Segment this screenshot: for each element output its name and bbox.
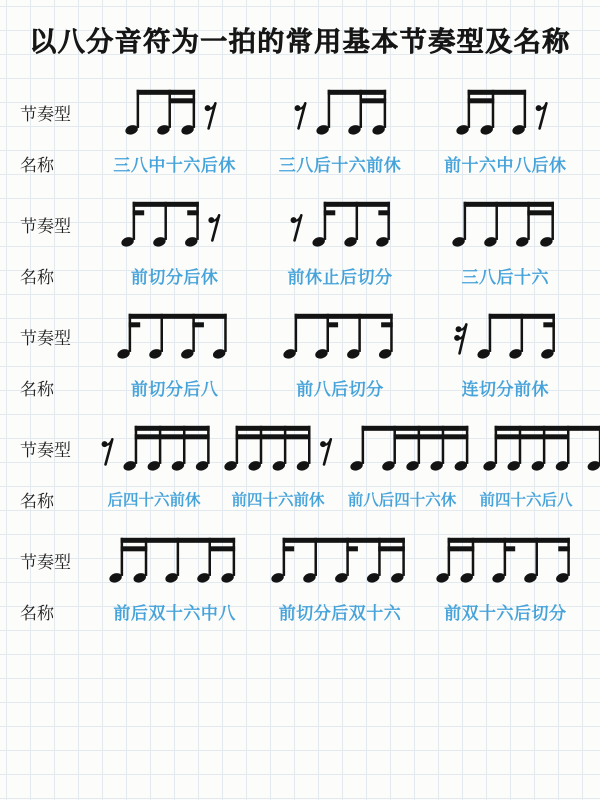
- rhythm-row-4: [0, 417, 600, 519]
- notation-r5c3: [423, 532, 588, 588]
- pattern-name-r1c1: 三八中十六后休: [113, 155, 236, 175]
- pattern-row-label: 节奏型: [20, 328, 71, 348]
- pattern-name-r1c2: 三八后十六前休: [278, 155, 402, 175]
- notation-r2c1: [92, 196, 257, 252]
- pattern-name-r5c3: 前双十六后切分: [444, 603, 567, 623]
- page-title: 以八分音符为一拍的常用基本节奏型及名称: [29, 27, 571, 57]
- pattern-name-r1c3: 前十六中八后休: [444, 155, 567, 175]
- pattern-row-label: 节奏型: [20, 104, 71, 124]
- pattern-name-r3c2: 前八后切分: [296, 379, 384, 399]
- notation-r4c1: [92, 420, 219, 476]
- name-row-label: 名称: [20, 603, 54, 623]
- pattern-name-r4c3: 前八后四十六休: [347, 492, 457, 509]
- notation-r4c4: [478, 420, 600, 476]
- rhythm-row-2: [0, 193, 600, 295]
- pattern-name-r3c3: 连切分前休: [461, 379, 550, 399]
- pattern-name-r2c1: 前切分后休: [130, 267, 219, 287]
- notation-r4c2: [219, 420, 344, 476]
- notation-r1c3: [423, 84, 588, 140]
- notation-r5c2: [257, 532, 422, 588]
- pattern-name-r3c1: 前切分后八: [130, 379, 219, 399]
- notation-r5c1: [92, 532, 257, 588]
- pattern-row-label: 节奏型: [20, 440, 71, 460]
- name-row-label: 名称: [20, 379, 54, 399]
- notation-r2c3: [423, 196, 588, 252]
- rhythm-row-5: [0, 529, 600, 631]
- pattern-row-label: 节奏型: [20, 216, 71, 236]
- notation-r1c2: [257, 84, 422, 140]
- notation-r4c3: [345, 420, 478, 476]
- pattern-name-r4c4: 前四十六后八: [479, 492, 573, 509]
- pattern-name-r2c3: 三八后十六: [461, 267, 550, 287]
- name-row-label: 名称: [20, 155, 54, 175]
- pattern-row-label: 节奏型: [20, 552, 71, 572]
- notation-r3c2: [257, 308, 422, 364]
- pattern-name-r4c1: 后四十六前休: [107, 492, 201, 509]
- pattern-name-r4c2: 前四十六前休: [231, 492, 325, 509]
- pattern-name-r2c2: 前休止后切分: [287, 267, 393, 287]
- rhythm-rows: [0, 81, 600, 631]
- pattern-name-r5c2: 前切分后双十六: [278, 603, 402, 623]
- pattern-name-r5c1: 前后双十六中八: [113, 603, 236, 623]
- name-row-label: 名称: [20, 491, 54, 511]
- name-row-label: 名称: [20, 267, 54, 287]
- rhythm-row-1: [0, 81, 600, 183]
- notation-r1c1: [92, 84, 257, 140]
- notation-r3c3: [423, 308, 588, 364]
- notation-r3c1: [92, 308, 257, 364]
- rhythm-row-3: [0, 305, 600, 407]
- notation-r2c2: [257, 196, 422, 252]
